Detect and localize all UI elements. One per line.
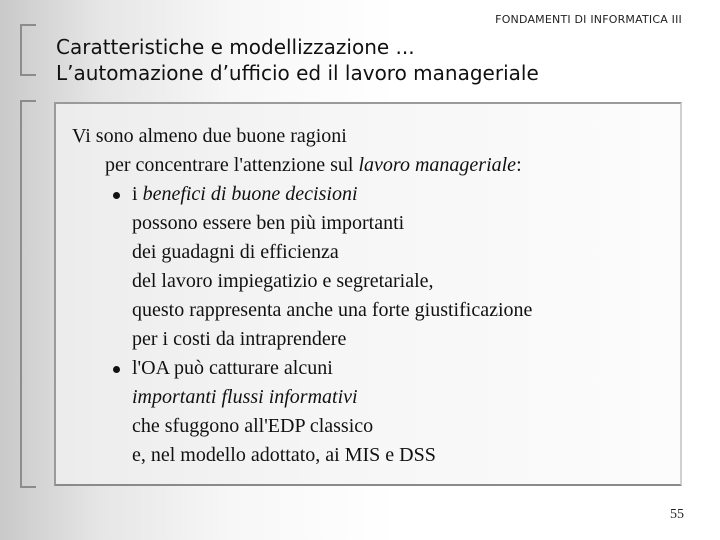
slide-title-line-1: Caratteristiche e modellizzazione ... bbox=[56, 35, 415, 59]
slide-title bbox=[56, 34, 539, 86]
slide-title-line-2: L’automazione d’ufficio ed il lavoro manageriale bbox=[56, 61, 539, 85]
content-bracket-decoration bbox=[20, 100, 36, 488]
bullet-1-prefix: i bbox=[132, 183, 143, 205]
bullet-2-emphasis-line bbox=[72, 383, 672, 412]
bullet-1-line: possono essere ben più importanti bbox=[132, 212, 405, 234]
intro-line-1: Vi sono almeno due buone ragioni bbox=[72, 125, 347, 147]
bullet-2-text: l'OA può catturare alcuni bbox=[132, 357, 333, 379]
title-bracket-decoration bbox=[20, 24, 36, 76]
bullet-2-emphasis: importanti flussi informativi bbox=[132, 386, 358, 408]
bullet-1-line: questo rappresenta anche una forte giustificazione bbox=[132, 299, 533, 321]
bullet-1-line: del lavoro impiegatizio e segretariale, bbox=[132, 270, 434, 292]
intro-line-2-suffix: : bbox=[516, 154, 522, 176]
intro-line-2 bbox=[72, 151, 672, 180]
bullet-1-line: dei guadagni di efficienza bbox=[132, 241, 339, 263]
bullet-1-first-line bbox=[72, 180, 672, 209]
bullet-1-emphasis: benefici di buone decisioni bbox=[142, 183, 358, 205]
intro-line-2-emphasis: lavoro manageriale bbox=[358, 154, 517, 176]
bullet-dot-icon bbox=[113, 366, 120, 373]
bullet-1-line: per i costi da intraprendere bbox=[132, 328, 347, 350]
bullet-2-first-line bbox=[72, 354, 672, 383]
bullet-2-line: che sfuggono all'EDP classico bbox=[132, 415, 374, 437]
slide-body bbox=[72, 122, 672, 470]
course-label: FONDAMENTI DI INFORMATICA III bbox=[495, 13, 682, 26]
bullet-2-line: e, nel modello adottato, ai MIS e DSS bbox=[132, 444, 436, 466]
page-number: 55 bbox=[670, 507, 684, 522]
intro-line-2-prefix: per concentrare l'attenzione sul bbox=[105, 154, 359, 176]
bullet-dot-icon bbox=[113, 192, 120, 199]
